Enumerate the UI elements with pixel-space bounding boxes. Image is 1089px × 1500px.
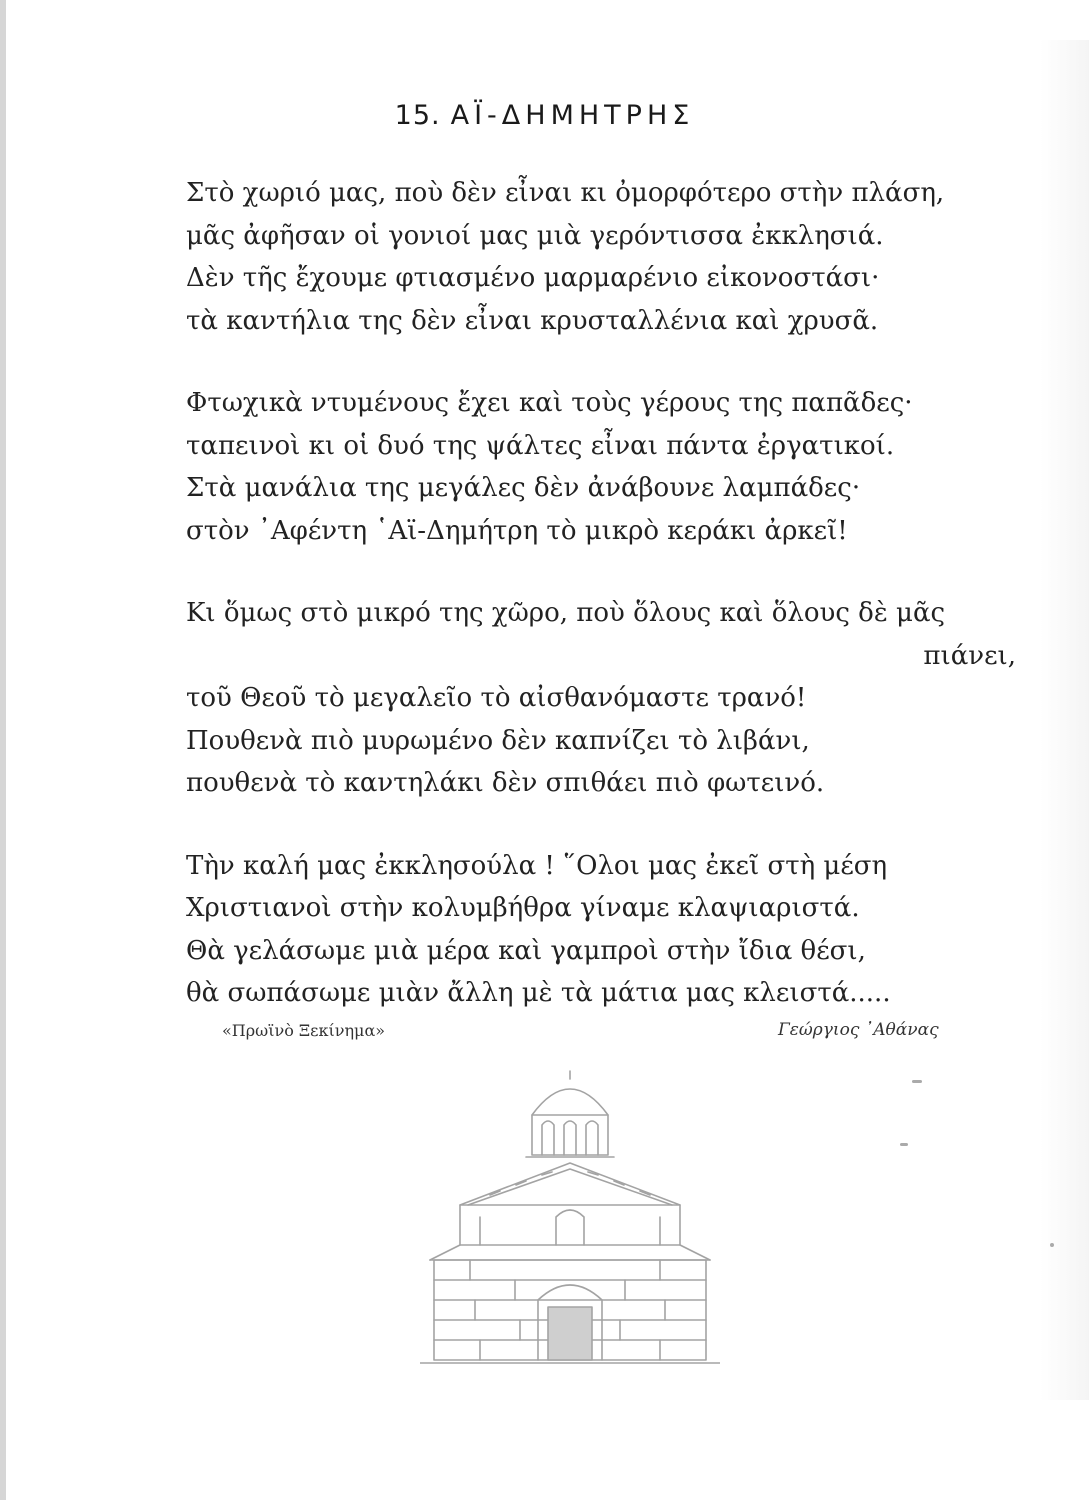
church-illustration-icon — [420, 1045, 720, 1365]
poem-line: Δὲν τῆς ἔχουμε φτιασμένο μαρμαρένιο εἰκονοστάσι· — [186, 263, 880, 293]
poem-line: Κι ὅμως στὸ μικρό της χῶρο, ποὺ ὅλους καὶ ὅλους δὲ μᾶς — [186, 598, 946, 628]
poem-line: Φτωχικὰ ντυμένους ἔχει καὶ τοὺς γέρους της παπᾶδες· — [186, 388, 913, 418]
poem-line: θὰ σωπάσωμε μιὰν ἄλλη μὲ τὰ μάτια μας κλειστά..... — [186, 978, 891, 1008]
scan-speck — [1050, 1243, 1054, 1247]
poem-line: ταπεινοὶ κι οἱ δυό της ψάλτες εἶναι πάντα ἐργατικοί. — [186, 430, 895, 461]
show-through-shadow — [1040, 40, 1089, 1400]
poem-line: πουθενὰ τὸ καντηλάκι δὲν σπιθάει πιὸ φωτεινό. — [186, 768, 825, 798]
poem-title — [0, 100, 1089, 131]
source-citation: «Πρωϊνὸ Ξεκίνημα» — [222, 1021, 386, 1040]
stanza-break — [186, 342, 1016, 382]
poem-body — [186, 172, 1016, 1015]
poem-line: τοῦ Θεοῦ τὸ μεγαλεῖο τὸ αἰσθανόμαστε τρανό! — [186, 683, 807, 713]
poem-line: Στὰ μανάλια της μεγάλες δὲν ἀνάβουνε λαμπάδες· — [186, 473, 861, 503]
poem-line: στὸν ᾿Αφέντη ῾Αϊ-Δημήτρη τὸ μικρὸ κεράκι ἀρκεῖ! — [186, 515, 848, 546]
poem-title-text: ΑΪ-ΔΗΜΗΤΡΗΣ — [450, 100, 695, 131]
stanza-break — [186, 552, 1016, 592]
scan-speck — [912, 1080, 922, 1083]
poem-number: 15. — [394, 100, 441, 131]
poem-line: Χριστιανοὶ στὴν κολυμβήθρα γίναμε κλαψιαριστά. — [186, 893, 860, 923]
poem-line: Θὰ γελάσωμε μιὰ μέρα καὶ γαμπροὶ στὴν ἴδια θέσι, — [186, 935, 866, 966]
page-edge-shadow — [0, 0, 6, 1500]
poem-line: τὰ καντήλια της δὲν εἶναι κρυσταλλένια καὶ χρυσᾶ. — [186, 305, 879, 336]
author-name: Γεώργιος ᾿Αθάνας — [778, 1020, 939, 1040]
poem-line: Στὸ χωριό μας, ποὺ δὲν εἶναι κι ὀμορφότερο στὴν πλάση, — [186, 178, 945, 208]
poem-line: Πουθενὰ πιὸ μυρωμένο δὲν καπνίζει τὸ λιβάνι, — [186, 725, 810, 756]
stanza-break — [186, 805, 1016, 845]
scan-speck — [900, 1143, 908, 1146]
poem-line-continuation: πιάνει, — [923, 640, 1016, 671]
poem-line: μᾶς ἀφῆσαν οἱ γονιοί μας μιὰ γερόντισσα ἐκκλησιά. — [186, 220, 884, 251]
poem-line: Τὴν καλή μας ἐκκλησούλα ! ῞Ολοι μας ἐκεῖ στὴ μέση — [186, 850, 888, 881]
